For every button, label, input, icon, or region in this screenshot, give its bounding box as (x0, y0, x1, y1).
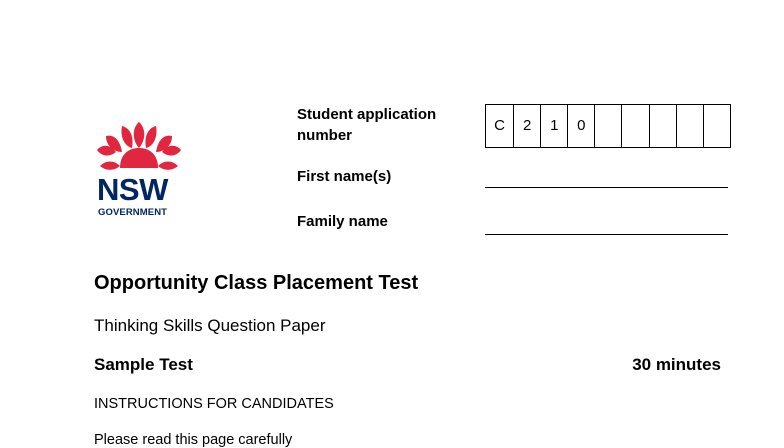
instructions-heading: INSTRUCTIONS FOR CANDIDATES (94, 396, 334, 412)
char-box[interactable]: 2 (513, 105, 540, 147)
test-type: Sample Test (94, 355, 193, 374)
first-name-label: First name(s) (297, 168, 392, 185)
family-name-field[interactable] (485, 234, 728, 235)
char-box[interactable] (594, 105, 621, 147)
page-title: Opportunity Class Placement Test (94, 272, 419, 294)
char-box[interactable]: 0 (567, 105, 594, 147)
char-box[interactable]: C (494, 117, 505, 134)
char-box[interactable]: 1 (540, 105, 567, 147)
instructions-text: Please read this page carefully (94, 432, 293, 448)
test-duration: 30 minutes (632, 355, 721, 374)
application-number-label: Student application number (297, 106, 437, 144)
paper-subtitle: Thinking Skills Question Paper (94, 316, 326, 335)
char-box[interactable] (649, 105, 676, 147)
application-number-boxes[interactable] (485, 104, 731, 148)
logo-subtitle: GOVERNMENT (98, 207, 168, 218)
char-box[interactable] (703, 105, 730, 147)
logo-wordmark: NSW (97, 172, 168, 207)
char-box[interactable] (621, 105, 648, 147)
nsw-government-logo (94, 122, 184, 222)
char-box[interactable] (676, 105, 703, 147)
first-name-field[interactable] (485, 187, 728, 188)
family-name-label: Family name (297, 213, 388, 230)
waratah-icon (94, 122, 184, 174)
